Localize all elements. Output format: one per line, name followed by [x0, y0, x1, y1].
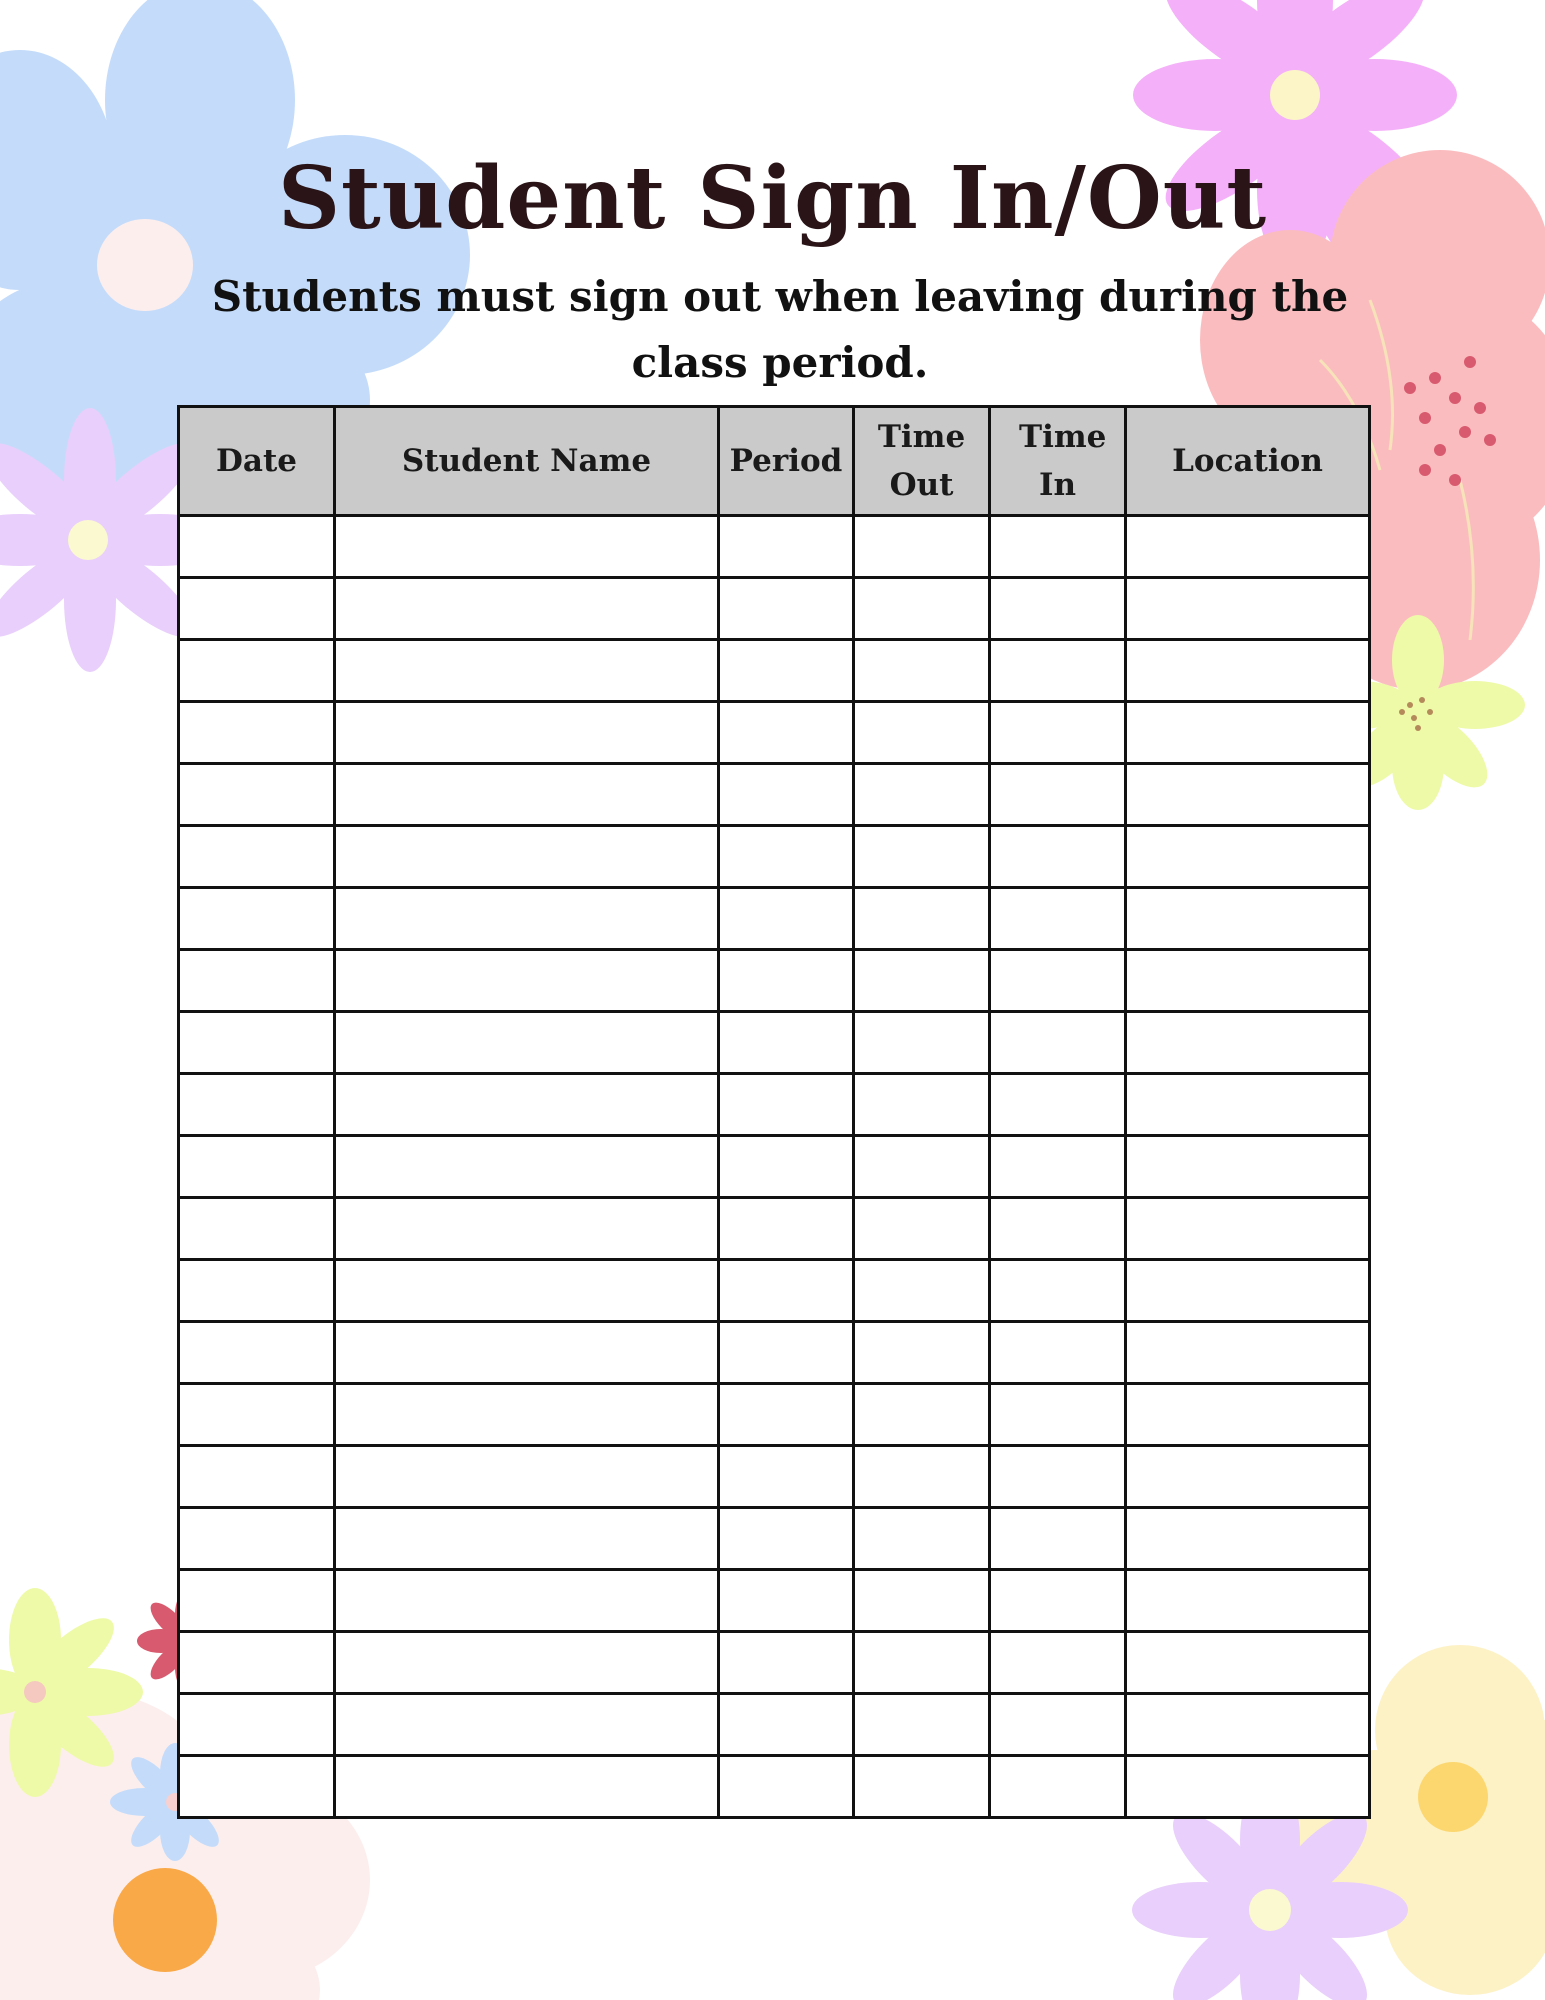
cell-date[interactable] [179, 950, 335, 1012]
cell-time-in[interactable] [990, 1136, 1126, 1198]
cell-time-in[interactable] [990, 1198, 1126, 1260]
cell-period[interactable] [719, 1694, 854, 1756]
cell-time-in[interactable] [990, 1446, 1126, 1508]
cell-time-out[interactable] [854, 950, 990, 1012]
cell-time-in[interactable] [990, 702, 1126, 764]
cell-date[interactable] [179, 578, 335, 640]
cell-period[interactable] [719, 826, 854, 888]
table-row [179, 1756, 1370, 1818]
cell-period[interactable] [719, 1570, 854, 1632]
cell-student-name[interactable] [335, 1322, 719, 1384]
table-row [179, 516, 1370, 578]
table-row [179, 578, 1370, 640]
cell-date[interactable] [179, 702, 335, 764]
table-row [179, 1446, 1370, 1508]
cell-period[interactable] [719, 640, 854, 702]
cell-student-name[interactable] [335, 702, 719, 764]
cell-location[interactable] [1126, 578, 1370, 640]
column-header-time-in: Time In [990, 407, 1126, 516]
column-header-student-name: Student Name [335, 407, 719, 516]
cell-time-out[interactable] [854, 578, 990, 640]
cell-time-out[interactable] [854, 1384, 990, 1446]
cell-time-in[interactable] [990, 1074, 1126, 1136]
cell-time-out[interactable] [854, 702, 990, 764]
cell-period[interactable] [719, 1012, 854, 1074]
cell-period[interactable] [719, 1260, 854, 1322]
table-row [179, 702, 1370, 764]
table-row [179, 640, 1370, 702]
cell-student-name[interactable] [335, 888, 719, 950]
cell-student-name[interactable] [335, 1756, 719, 1818]
cell-location[interactable] [1126, 516, 1370, 578]
cell-time-in[interactable] [990, 1508, 1126, 1570]
cell-location[interactable] [1126, 702, 1370, 764]
table-body [179, 516, 1370, 1818]
table-row [179, 1012, 1370, 1074]
cell-location[interactable] [1126, 1570, 1370, 1632]
cell-student-name[interactable] [335, 1632, 719, 1694]
cell-time-out[interactable] [854, 1632, 990, 1694]
cell-time-out[interactable] [854, 1322, 990, 1384]
table-row [179, 1136, 1370, 1198]
cell-student-name[interactable] [335, 1508, 719, 1570]
cell-student-name[interactable] [335, 1570, 719, 1632]
page-subtitle: Students must sign out when leaving during the class period. [211, 272, 1349, 387]
table-row [179, 950, 1370, 1012]
cell-period[interactable] [719, 1384, 854, 1446]
cell-location[interactable] [1126, 1136, 1370, 1198]
cell-student-name[interactable] [335, 1136, 719, 1198]
cell-date[interactable] [179, 1756, 335, 1818]
cell-time-out[interactable] [854, 1074, 990, 1136]
cell-student-name[interactable] [335, 1446, 719, 1508]
cell-location[interactable] [1126, 1322, 1370, 1384]
table-row [179, 888, 1370, 950]
cell-time-out[interactable] [854, 1012, 990, 1074]
cell-student-name[interactable] [335, 640, 719, 702]
cell-location[interactable] [1126, 1632, 1370, 1694]
cell-period[interactable] [719, 1198, 854, 1260]
table-row [179, 1570, 1370, 1632]
cell-period[interactable] [719, 888, 854, 950]
cell-location[interactable] [1126, 1260, 1370, 1322]
cell-period[interactable] [719, 1074, 854, 1136]
cell-time-out[interactable] [854, 826, 990, 888]
cell-location[interactable] [1126, 888, 1370, 950]
cell-time-out[interactable] [854, 640, 990, 702]
cell-time-out[interactable] [854, 764, 990, 826]
cell-time-out[interactable] [854, 1136, 990, 1198]
cell-time-in[interactable] [990, 1384, 1126, 1446]
cell-time-in[interactable] [990, 1260, 1126, 1322]
cell-period[interactable] [719, 1446, 854, 1508]
cell-location[interactable] [1126, 1694, 1370, 1756]
cell-time-out[interactable] [854, 1756, 990, 1818]
table-row [179, 1074, 1370, 1136]
cell-time-in[interactable] [990, 1012, 1126, 1074]
cell-period[interactable] [719, 764, 854, 826]
cell-location[interactable] [1126, 764, 1370, 826]
cell-period[interactable] [719, 578, 854, 640]
cell-student-name[interactable] [335, 1074, 719, 1136]
cell-time-in[interactable] [990, 826, 1126, 888]
table-row [179, 1508, 1370, 1570]
cell-location[interactable] [1126, 1384, 1370, 1446]
cell-date[interactable] [179, 1322, 335, 1384]
column-header-date: Date [179, 407, 335, 516]
cell-location[interactable] [1126, 826, 1370, 888]
cell-time-out[interactable] [854, 1694, 990, 1756]
cell-time-out[interactable] [854, 1570, 990, 1632]
cell-date[interactable] [179, 764, 335, 826]
cell-time-in[interactable] [990, 1322, 1126, 1384]
table-header-row [179, 407, 1370, 516]
cell-date[interactable] [179, 1632, 335, 1694]
cell-date[interactable] [179, 888, 335, 950]
cell-time-in[interactable] [990, 888, 1126, 950]
cell-date[interactable] [179, 1136, 335, 1198]
cell-student-name[interactable] [335, 1384, 719, 1446]
cell-student-name[interactable] [335, 1260, 719, 1322]
cell-period[interactable] [719, 702, 854, 764]
column-header-period: Period [719, 407, 854, 516]
cell-time-in[interactable] [990, 640, 1126, 702]
cell-time-in[interactable] [990, 764, 1126, 826]
cell-location[interactable] [1126, 640, 1370, 702]
cell-date[interactable] [179, 1074, 335, 1136]
cell-student-name[interactable] [335, 950, 719, 1012]
cell-time-in[interactable] [990, 1756, 1126, 1818]
cell-period[interactable] [719, 1508, 854, 1570]
cell-time-out[interactable] [854, 1508, 990, 1570]
cell-time-in[interactable] [990, 516, 1126, 578]
cell-date[interactable] [179, 1260, 335, 1322]
cell-location[interactable] [1126, 1446, 1370, 1508]
table-row [179, 1694, 1370, 1756]
cell-date[interactable] [179, 1012, 335, 1074]
cell-student-name[interactable] [335, 516, 719, 578]
cell-student-name[interactable] [335, 1694, 719, 1756]
table-row [179, 1198, 1370, 1260]
column-header-location: Location [1126, 407, 1370, 516]
cell-date[interactable] [179, 1508, 335, 1570]
table-row [179, 826, 1370, 888]
cell-location[interactable] [1126, 1508, 1370, 1570]
cell-period[interactable] [719, 1756, 854, 1818]
cell-period[interactable] [719, 1136, 854, 1198]
table-row [179, 1260, 1370, 1322]
cell-location[interactable] [1126, 1756, 1370, 1818]
cell-period[interactable] [719, 950, 854, 1012]
cell-location[interactable] [1126, 1198, 1370, 1260]
cell-time-out[interactable] [854, 516, 990, 578]
column-header-time-out: Time Out [854, 407, 990, 516]
cell-student-name[interactable] [335, 764, 719, 826]
cell-time-in[interactable] [990, 1570, 1126, 1632]
cell-period[interactable] [719, 1322, 854, 1384]
cell-location[interactable] [1126, 950, 1370, 1012]
cell-student-name[interactable] [335, 1198, 719, 1260]
cell-time-in[interactable] [990, 950, 1126, 1012]
table-row [179, 1632, 1370, 1694]
sign-in-out-table [177, 405, 1371, 1819]
cell-time-in[interactable] [990, 1694, 1126, 1756]
cell-period[interactable] [719, 516, 854, 578]
cell-date[interactable] [179, 1446, 335, 1508]
cell-date[interactable] [179, 640, 335, 702]
cell-date[interactable] [179, 826, 335, 888]
cell-student-name[interactable] [335, 578, 719, 640]
cell-student-name[interactable] [335, 1012, 719, 1074]
table-row [179, 1384, 1370, 1446]
cell-period[interactable] [719, 1632, 854, 1694]
cell-time-out[interactable] [854, 1260, 990, 1322]
cell-date[interactable] [179, 1570, 335, 1632]
cell-student-name[interactable] [335, 826, 719, 888]
table-row [179, 764, 1370, 826]
page-title: Student Sign In/Out [277, 148, 1268, 249]
cell-time-out[interactable] [854, 1446, 990, 1508]
cell-time-out[interactable] [854, 1198, 990, 1260]
cell-date[interactable] [179, 1694, 335, 1756]
table-row [179, 1322, 1370, 1384]
cell-time-out[interactable] [854, 888, 990, 950]
cell-date[interactable] [179, 516, 335, 578]
cell-date[interactable] [179, 1198, 335, 1260]
cell-time-in[interactable] [990, 1632, 1126, 1694]
cell-location[interactable] [1126, 1012, 1370, 1074]
cell-date[interactable] [179, 1384, 335, 1446]
cell-location[interactable] [1126, 1074, 1370, 1136]
cell-time-in[interactable] [990, 578, 1126, 640]
